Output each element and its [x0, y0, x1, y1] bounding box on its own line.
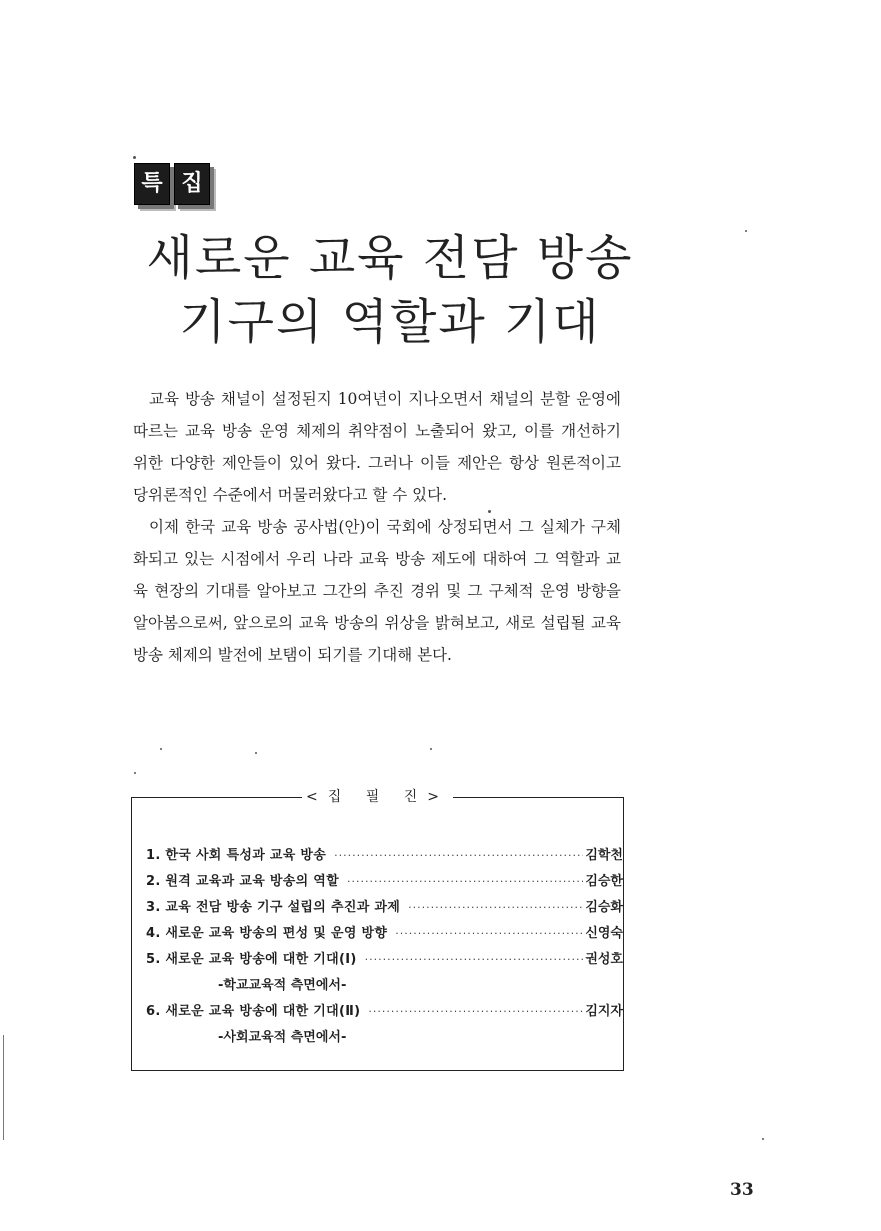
contribution-title: 2. 원격 교육과 교육 방송의 역할: [146, 874, 340, 889]
page-number: 33: [730, 1180, 754, 1200]
list-item: [146, 843, 629, 869]
contribution-author: 김지자: [585, 1004, 623, 1019]
contribution-subtitle: -학교교육적 측면에서-: [218, 978, 347, 993]
list-item: [146, 999, 629, 1025]
contribution-author: 김학천: [585, 848, 623, 863]
scan-speck: [745, 230, 747, 232]
scan-speck: [430, 748, 432, 750]
list-item-subtitle: [146, 973, 629, 999]
leader-dots: [395, 921, 583, 947]
badge-char: 특: [134, 163, 170, 205]
contribution-author: 신영숙: [585, 926, 623, 941]
list-item: [146, 869, 629, 895]
badge-char: 집: [174, 163, 210, 205]
leader-dots: [365, 947, 584, 973]
leader-dots: [408, 895, 583, 921]
scan-speck: [160, 748, 162, 750]
title-line-2: 기구의 역할과 기대: [179, 294, 601, 350]
leader-dots: [347, 869, 583, 895]
scan-speck: [134, 772, 136, 774]
contribution-title: 1. 한국 사회 특성과 교육 방송: [146, 848, 327, 863]
list-item-subtitle: [146, 1025, 629, 1051]
scan-speck: [133, 156, 136, 159]
contribution-title: 4. 새로운 교육 방송의 편성 및 운영 방향: [146, 926, 388, 941]
leader-dots: [368, 999, 583, 1025]
list-item: [146, 895, 629, 921]
contribution-title: 6. 새로운 교육 방송에 대한 기대(Ⅱ): [146, 1004, 361, 1019]
contribution-title: 3. 교육 전담 방송 기구 설립의 추진과 과제: [146, 900, 401, 915]
intro-paragraph-2: 이제 한국 교육 방송 공사법(안)이 국회에 상정되면서 그 실체가 구체화되고 있는 시점에서 우리 나라 교육 방송 제도에 대하여 그 역할과 교육 현장의 기대를 알아보고 그간의 추진 경위 및 그 구체적 운영 방향을 알아봄으로써, 앞으로의 교육 방송의 위상을 밝혀보고, 새로 설립될 교육 방송 체제의 발전에 보탬이 되기를 기대해 본다.: [133, 518, 621, 664]
contribution-subtitle: -사회교육적 측면에서-: [218, 1030, 347, 1045]
list-item: [146, 921, 629, 947]
scan-speck: [255, 752, 257, 754]
contributors-header-label: <집 필 진>: [302, 786, 453, 806]
list-item: [146, 947, 629, 973]
contributors-list: [146, 843, 629, 1051]
scan-edge-line: [3, 1035, 4, 1140]
intro-paragraph-1: 교육 방송 채널이 설정된지 10여년이 지나오면서 채널의 분할 운영에 따르는 교육 방송 운영 체제의 취약점이 노출되어 왔고, 이를 개선하기 위한 다양한 제안들이 있어 왔다. 그러나 이들 제안은 항상 원론적이고 당위론적인 수준에서 머물러왔다고 할 수 있다.: [133, 390, 621, 504]
contribution-author: 김승화: [585, 900, 623, 915]
feature-badge: [134, 163, 210, 205]
contribution-author: 권성호: [585, 952, 623, 967]
leader-dots: [334, 843, 583, 869]
scan-speck: [762, 1138, 764, 1140]
contribution-title: 5. 새로운 교육 방송에 대한 기대(Ⅰ): [146, 952, 357, 967]
article-title: [140, 226, 640, 354]
title-line-1: 새로운 교육 전담 방송: [146, 230, 634, 286]
contribution-author: 김승한: [585, 874, 623, 889]
intro-text: [133, 383, 621, 671]
